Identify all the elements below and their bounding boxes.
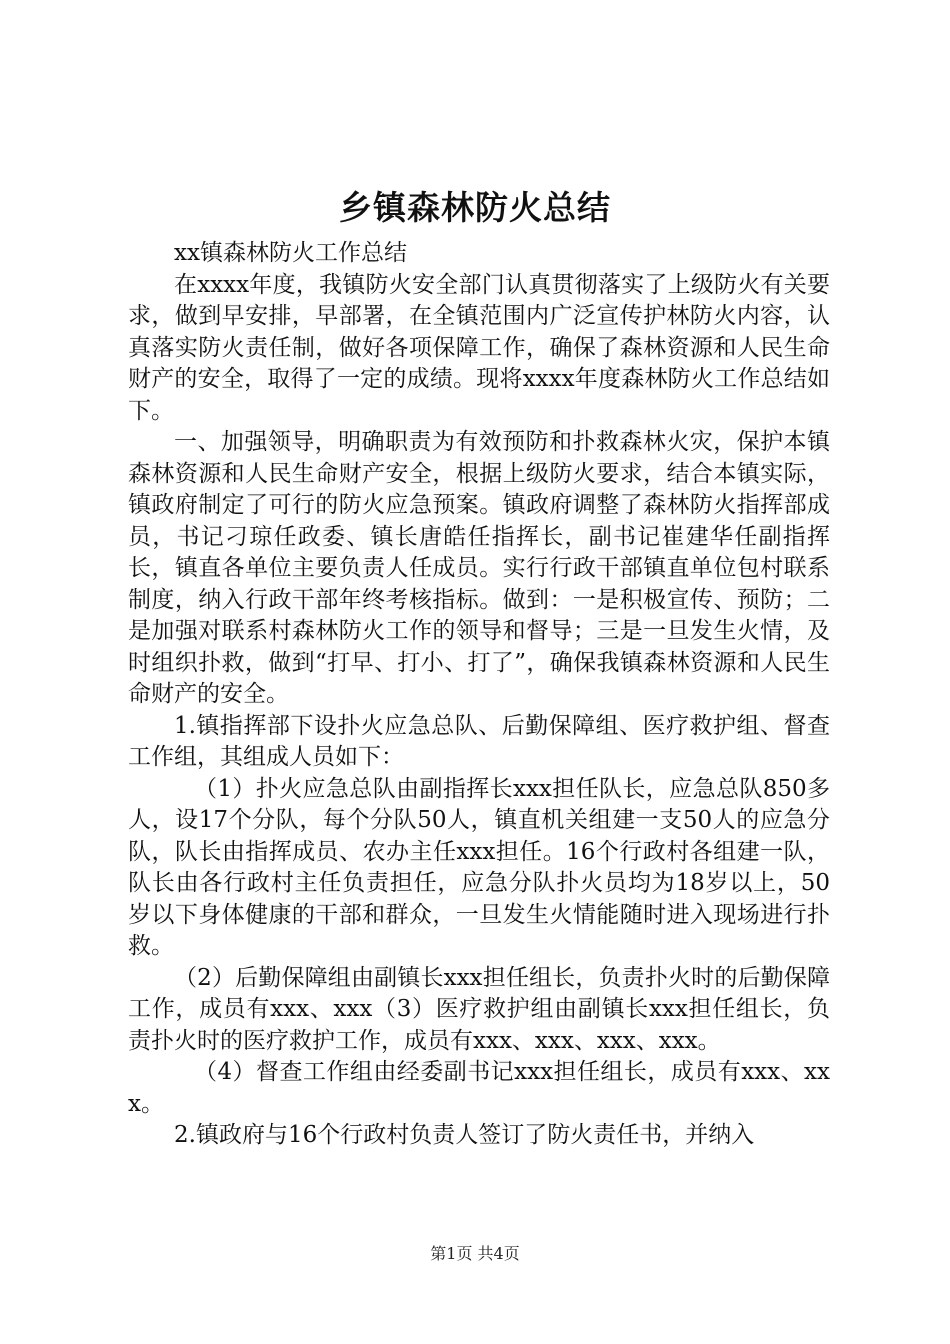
page-number: 第1页 共4页: [430, 1244, 520, 1263]
document-body: [128, 238, 830, 1152]
responsibility-paragraph: 2.镇政府与16个行政村负责人签订了防火责任书，并纳入: [174, 1122, 755, 1148]
command-structure-paragraph: 1.镇指挥部下设扑火应急总队、后勤保障组、医疗救护组、督查工作组，其组成人员如下：: [128, 712, 830, 770]
section-one-paragraph: 一、加强领导，明确职责为有效预防和扑救森林火灾，保护本镇森林资源和人民生命财产安全，根据上级防火要求，结合本镇实际，镇政府制定了可行的防火应急预案。镇政府调整了森林防火指挥部成员，书记刁琼任政委、镇长唐皓任指挥长，副书记崔建华任副指挥长，镇直各单位主要负责人任成员。实行行政干部镇直单位包村联系制度，纳入行政干部年终考核指标。做到：一是积极宣传、预防；二是加强对联系村森林防火工作的领导和督导；三是一旦发生火情，及时组织扑救，做到“打早、打小、打了”，确保我镇森林资源和人民生命财产的安全。: [128, 429, 830, 707]
firefighting-team-paragraph: （1）扑火应急总队由副指挥长xxx担任队长，应急总队850多人，设17个分队，每个分队50人，镇直机关组建一支50人的应急分队，队长由指挥成员、农办主任xxx担任。16个行政村各组建一队，队长由各行政村主任负责担任，应急分队扑火员均为18岁以上，50岁以下身体健康的干部和群众，一旦发生火情能随时进入现场进行扑救。: [128, 775, 830, 959]
inspection-team-paragraph: （4）督查工作组由经委副书记xxx担任组长，成员有xxx、xxx。: [128, 1059, 830, 1117]
document-title: 乡镇森林防火总结: [339, 188, 611, 227]
subtitle-paragraph: xx镇森林防火工作总结: [174, 240, 407, 266]
logistics-medical-paragraph: （2）后勤保障组由副镇长xxx担任组长，负责扑火时的后勤保障工作，成员有xxx、xxx（3）医疗救护组由副镇长xxx担任组长，负责扑火时的医疗救护工作，成员有xxx、xxx、xxx、xxx。: [128, 964, 830, 1054]
intro-paragraph: 在xxxx年度，我镇防火安全部门认真贯彻落实了上级防火有关要求，做到早安排，早部署，在全镇范围内广泛宣传护林防火内容，认真落实防火责任制，做好各项保障工作，确保了森林资源和人民生命财产的安全，取得了一定的成绩。现将xxxx年度森林防火工作总结如下。: [128, 271, 830, 424]
